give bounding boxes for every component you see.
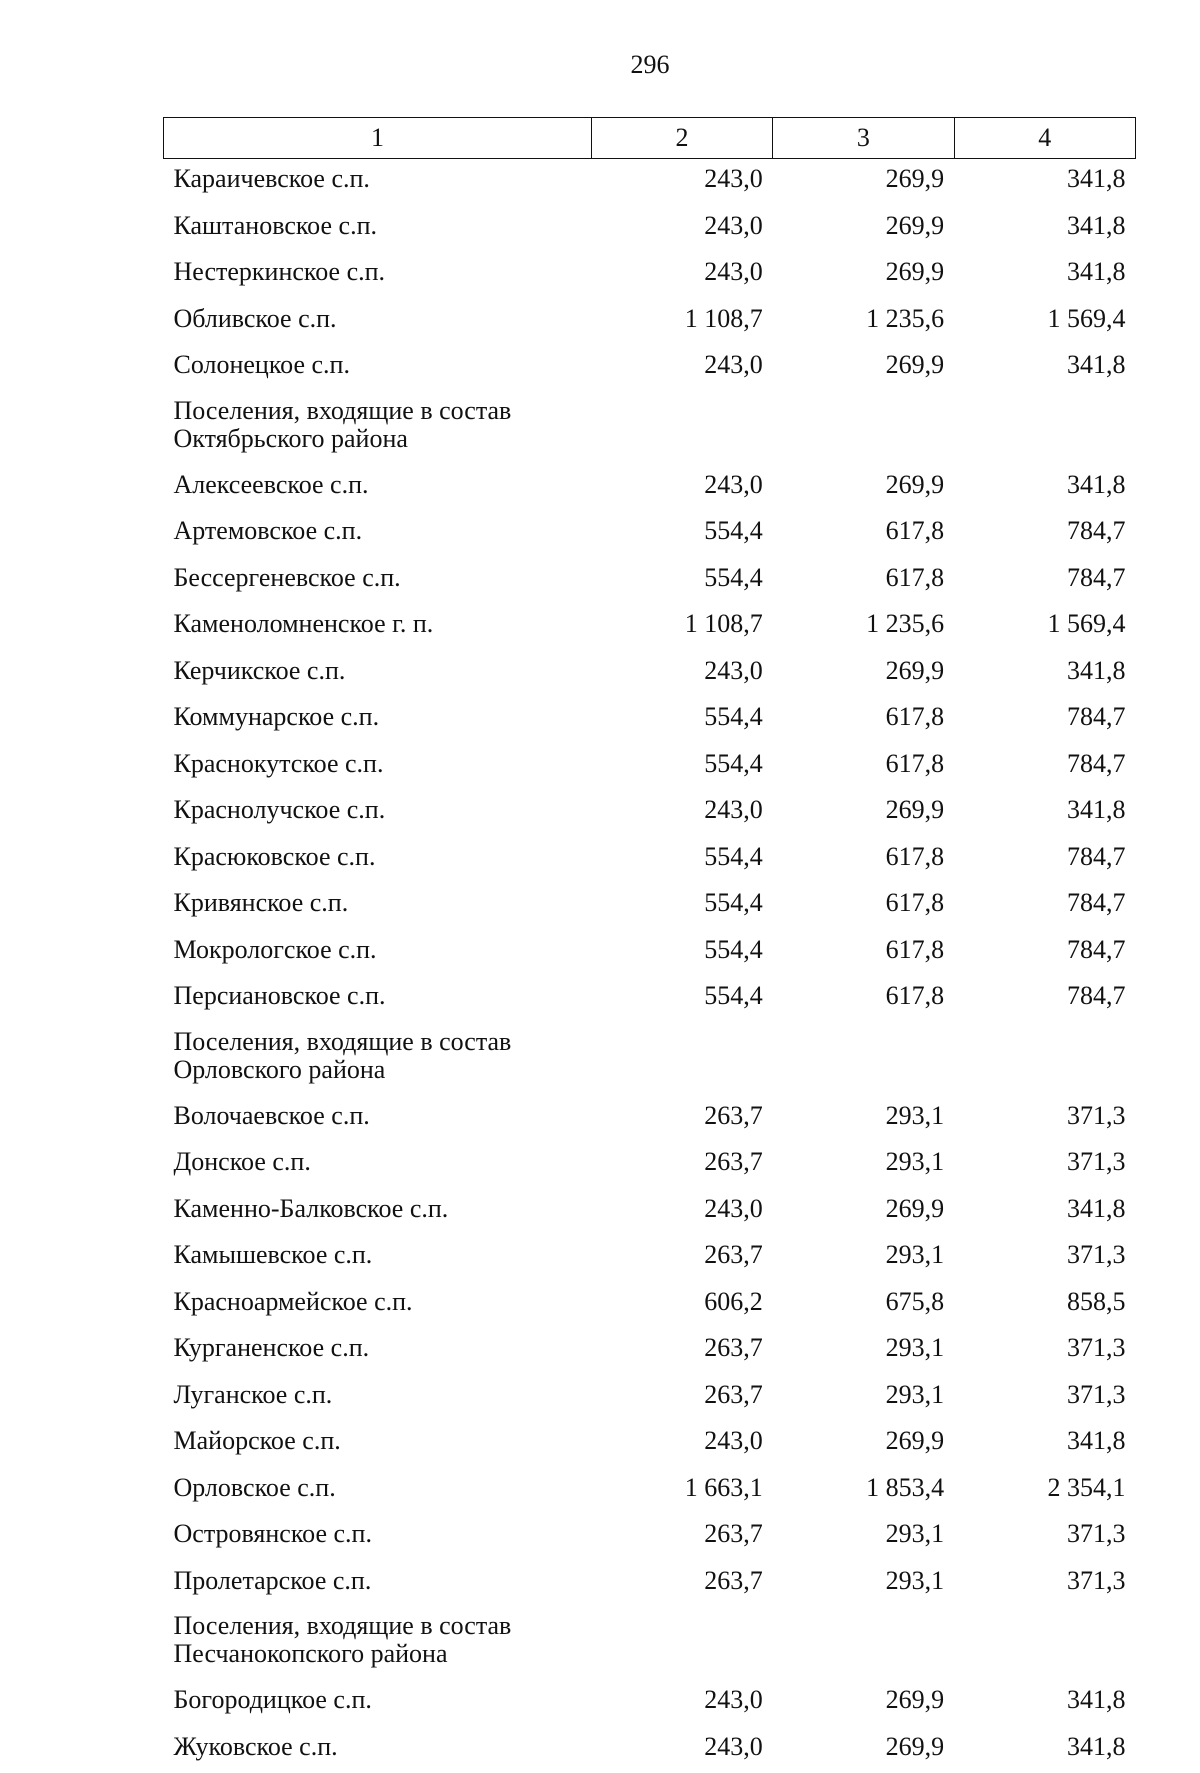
value-col3-cell: 293,1 xyxy=(773,1328,954,1375)
value-col2-cell: 243,0 xyxy=(591,1680,772,1727)
value-col2-cell: 243,0 xyxy=(591,1189,772,1236)
settlement-name-cell: Караичевское с.п. xyxy=(164,159,592,206)
value-col3-cell: 293,1 xyxy=(773,1142,954,1189)
group-heading xyxy=(164,1023,1136,1096)
table-row xyxy=(164,1468,1136,1515)
value-col3-cell: 269,9 xyxy=(773,651,954,698)
value-col2-cell: 243,0 xyxy=(591,345,772,392)
value-col2-cell: 554,4 xyxy=(591,837,772,884)
value-col2-cell: 243,0 xyxy=(591,159,772,206)
value-col3-cell: 617,8 xyxy=(773,976,954,1023)
value-col3-cell: 269,9 xyxy=(773,345,954,392)
table-header xyxy=(164,118,1136,159)
group-heading xyxy=(164,392,1136,465)
table-row xyxy=(164,345,1136,392)
table-row xyxy=(164,159,1136,206)
value-col3-cell: 1 235,6 xyxy=(773,299,954,346)
value-col3-cell: 675,8 xyxy=(773,1282,954,1329)
settlement-name-cell: Орловское с.п. xyxy=(164,1468,592,1515)
settlement-name-cell: Керчикское с.п. xyxy=(164,651,592,698)
value-col4-cell: 784,7 xyxy=(954,697,1135,744)
group-heading-text: Поселения, входящие в состав Октябрьского района xyxy=(174,397,534,453)
value-col4-cell: 784,7 xyxy=(954,511,1135,558)
value-col2-cell: 1 108,7 xyxy=(591,299,772,346)
settlement-name-cell: Красноармейское с.п. xyxy=(164,1282,592,1329)
value-col4-cell: 341,8 xyxy=(954,1421,1135,1468)
value-col4-cell: 341,8 xyxy=(954,345,1135,392)
value-col3-cell: 269,9 xyxy=(773,1680,954,1727)
value-col4-cell: 371,3 xyxy=(954,1142,1135,1189)
settlement-name-cell: Красюковское с.п. xyxy=(164,837,592,884)
table-row xyxy=(164,558,1136,605)
settlement-name-cell: Камышевское с.п. xyxy=(164,1235,592,1282)
value-col3-cell: 269,9 xyxy=(773,1421,954,1468)
table-row xyxy=(164,976,1136,1023)
value-col3-cell: 1 853,4 xyxy=(773,1468,954,1515)
column-header-3: 3 xyxy=(773,118,954,159)
settlement-name-cell: Обливское с.п. xyxy=(164,299,592,346)
settlement-name-cell: Нестеркинское с.п. xyxy=(164,252,592,299)
value-col3-cell: 269,9 xyxy=(773,1727,954,1773)
settlement-name-cell: Краснолучское с.п. xyxy=(164,790,592,837)
table-row xyxy=(164,697,1136,744)
value-col3-cell: 617,8 xyxy=(773,837,954,884)
value-col4-cell: 784,7 xyxy=(954,744,1135,791)
group-heading-row xyxy=(164,1607,1136,1680)
value-col2-cell: 606,2 xyxy=(591,1282,772,1329)
group-heading-text: Поселения, входящие в состав Песчанокопского района xyxy=(174,1612,534,1668)
value-col3-cell: 293,1 xyxy=(773,1096,954,1143)
page-number: 296 xyxy=(0,50,1200,80)
table-row xyxy=(164,1096,1136,1143)
value-col4-cell: 371,3 xyxy=(954,1561,1135,1608)
value-col2-cell: 263,7 xyxy=(591,1514,772,1561)
value-col2-cell: 554,4 xyxy=(591,930,772,977)
value-col3-cell: 617,8 xyxy=(773,511,954,558)
table-row xyxy=(164,744,1136,791)
table-row xyxy=(164,1514,1136,1561)
value-col4-cell: 784,7 xyxy=(954,883,1135,930)
settlement-name-cell: Курганенское с.п. xyxy=(164,1328,592,1375)
value-col4-cell: 1 569,4 xyxy=(954,604,1135,651)
data-table-container xyxy=(163,117,1136,1773)
group-heading-row xyxy=(164,1023,1136,1096)
value-col2-cell: 554,4 xyxy=(591,744,772,791)
value-col2-cell: 554,4 xyxy=(591,511,772,558)
value-col3-cell: 269,9 xyxy=(773,1189,954,1236)
value-col2-cell: 263,7 xyxy=(591,1561,772,1608)
table-row xyxy=(164,604,1136,651)
settlement-name-cell: Каштановское с.п. xyxy=(164,206,592,253)
settlement-name-cell: Майорское с.п. xyxy=(164,1421,592,1468)
table-row xyxy=(164,1142,1136,1189)
value-col2-cell: 263,7 xyxy=(591,1096,772,1143)
value-col4-cell: 341,8 xyxy=(954,1727,1135,1773)
value-col3-cell: 617,8 xyxy=(773,930,954,977)
value-col4-cell: 341,8 xyxy=(954,1680,1135,1727)
settlement-name-cell: Персиановское с.п. xyxy=(164,976,592,1023)
value-col3-cell: 617,8 xyxy=(773,744,954,791)
value-col2-cell: 1 663,1 xyxy=(591,1468,772,1515)
table-row xyxy=(164,1282,1136,1329)
table-row xyxy=(164,837,1136,884)
table-row xyxy=(164,1375,1136,1422)
value-col2-cell: 243,0 xyxy=(591,790,772,837)
settlement-name-cell: Волочаевское с.п. xyxy=(164,1096,592,1143)
value-col2-cell: 263,7 xyxy=(591,1375,772,1422)
value-col3-cell: 1 235,6 xyxy=(773,604,954,651)
table-row xyxy=(164,465,1136,512)
table-row xyxy=(164,930,1136,977)
value-col2-cell: 243,0 xyxy=(591,206,772,253)
table-row xyxy=(164,1189,1136,1236)
value-col4-cell: 858,5 xyxy=(954,1282,1135,1329)
value-col3-cell: 269,9 xyxy=(773,465,954,512)
table-row xyxy=(164,206,1136,253)
table-row xyxy=(164,1235,1136,1282)
value-col4-cell: 341,8 xyxy=(954,790,1135,837)
table-row xyxy=(164,1680,1136,1727)
value-col4-cell: 371,3 xyxy=(954,1328,1135,1375)
value-col4-cell: 784,7 xyxy=(954,976,1135,1023)
value-col4-cell: 341,8 xyxy=(954,651,1135,698)
value-col3-cell: 269,9 xyxy=(773,252,954,299)
settlement-name-cell: Мокрологское с.п. xyxy=(164,930,592,977)
settlement-name-cell: Донское с.п. xyxy=(164,1142,592,1189)
settlement-name-cell: Коммунарское с.п. xyxy=(164,697,592,744)
group-heading xyxy=(164,1607,1136,1680)
value-col3-cell: 293,1 xyxy=(773,1375,954,1422)
value-col2-cell: 263,7 xyxy=(591,1235,772,1282)
value-col3-cell: 293,1 xyxy=(773,1514,954,1561)
value-col4-cell: 784,7 xyxy=(954,837,1135,884)
value-col4-cell: 2 354,1 xyxy=(954,1468,1135,1515)
group-heading-row xyxy=(164,392,1136,465)
column-header-4: 4 xyxy=(954,118,1135,159)
value-col2-cell: 243,0 xyxy=(591,252,772,299)
value-col3-cell: 293,1 xyxy=(773,1235,954,1282)
value-col2-cell: 554,4 xyxy=(591,558,772,605)
value-col3-cell: 269,9 xyxy=(773,159,954,206)
value-col4-cell: 784,7 xyxy=(954,930,1135,977)
value-col2-cell: 243,0 xyxy=(591,1727,772,1773)
table-body xyxy=(164,159,1136,1773)
settlement-name-cell: Алексеевское с.п. xyxy=(164,465,592,512)
value-col2-cell: 243,0 xyxy=(591,465,772,512)
value-col4-cell: 341,8 xyxy=(954,1189,1135,1236)
settlement-name-cell: Артемовское с.п. xyxy=(164,511,592,558)
settlement-name-cell: Краснокутское с.п. xyxy=(164,744,592,791)
group-heading-text: Поселения, входящие в состав Орловского района xyxy=(174,1028,534,1084)
value-col4-cell: 784,7 xyxy=(954,558,1135,605)
value-col4-cell: 341,8 xyxy=(954,206,1135,253)
column-header-2: 2 xyxy=(591,118,772,159)
table-row xyxy=(164,252,1136,299)
value-col2-cell: 243,0 xyxy=(591,651,772,698)
value-col4-cell: 371,3 xyxy=(954,1514,1135,1561)
settlement-name-cell: Каменоломненское г. п. xyxy=(164,604,592,651)
value-col3-cell: 293,1 xyxy=(773,1561,954,1608)
value-col2-cell: 554,4 xyxy=(591,697,772,744)
settlement-name-cell: Пролетарское с.п. xyxy=(164,1561,592,1608)
value-col2-cell: 554,4 xyxy=(591,883,772,930)
value-col2-cell: 243,0 xyxy=(591,1421,772,1468)
value-col3-cell: 617,8 xyxy=(773,883,954,930)
value-col3-cell: 269,9 xyxy=(773,790,954,837)
table-row xyxy=(164,1561,1136,1608)
value-col2-cell: 263,7 xyxy=(591,1142,772,1189)
settlement-name-cell: Жуковское с.п. xyxy=(164,1727,592,1773)
settlement-name-cell: Солонецкое с.п. xyxy=(164,345,592,392)
value-col2-cell: 263,7 xyxy=(591,1328,772,1375)
table-row xyxy=(164,1727,1136,1773)
settlement-name-cell: Бессергеневское с.п. xyxy=(164,558,592,605)
settlement-name-cell: Луганское с.п. xyxy=(164,1375,592,1422)
column-header-1: 1 xyxy=(164,118,592,159)
value-col4-cell: 341,8 xyxy=(954,252,1135,299)
value-col4-cell: 371,3 xyxy=(954,1096,1135,1143)
settlement-name-cell: Богородицкое с.п. xyxy=(164,1680,592,1727)
table-row xyxy=(164,511,1136,558)
value-col3-cell: 617,8 xyxy=(773,697,954,744)
table-row xyxy=(164,651,1136,698)
value-col4-cell: 341,8 xyxy=(954,465,1135,512)
value-col4-cell: 371,3 xyxy=(954,1235,1135,1282)
header-row xyxy=(164,118,1136,159)
value-col2-cell: 1 108,7 xyxy=(591,604,772,651)
table-row xyxy=(164,299,1136,346)
value-col4-cell: 371,3 xyxy=(954,1375,1135,1422)
table-row xyxy=(164,883,1136,930)
value-col3-cell: 617,8 xyxy=(773,558,954,605)
settlement-name-cell: Кривянское с.п. xyxy=(164,883,592,930)
table-row xyxy=(164,1421,1136,1468)
value-col3-cell: 269,9 xyxy=(773,206,954,253)
value-col4-cell: 1 569,4 xyxy=(954,299,1135,346)
value-col4-cell: 341,8 xyxy=(954,159,1135,206)
table-row xyxy=(164,1328,1136,1375)
table-row xyxy=(164,790,1136,837)
settlement-name-cell: Каменно-Балковское с.п. xyxy=(164,1189,592,1236)
data-table xyxy=(163,117,1136,1773)
value-col2-cell: 554,4 xyxy=(591,976,772,1023)
settlement-name-cell: Островянское с.п. xyxy=(164,1514,592,1561)
